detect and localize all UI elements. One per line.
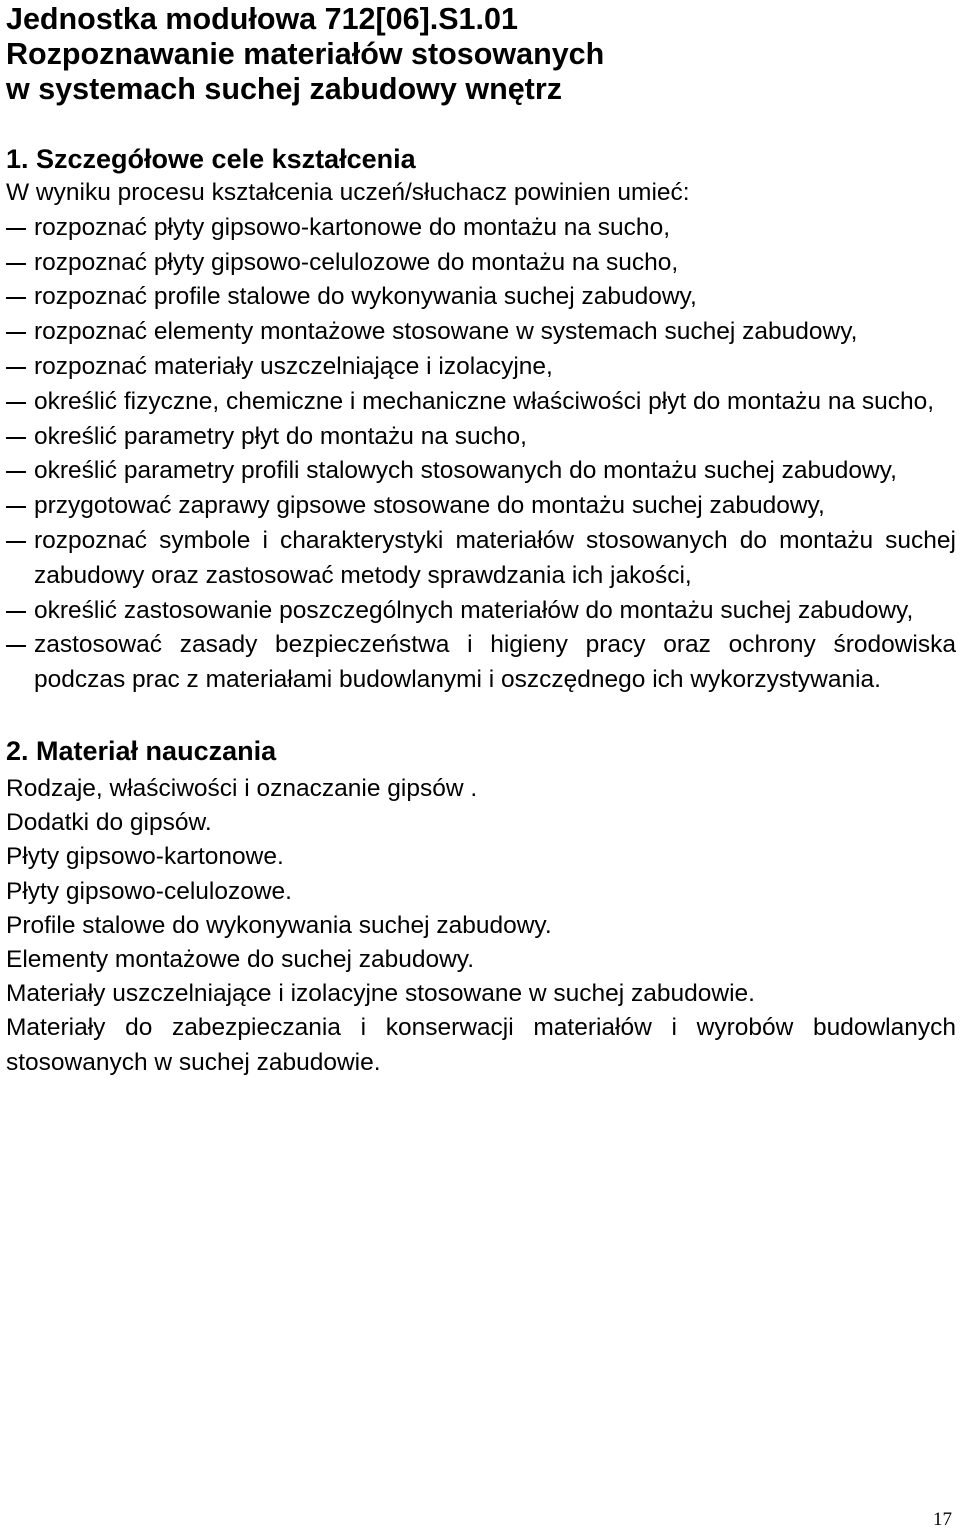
document-page — [6, 0, 956, 1080]
dash-bullet-icon — [6, 645, 26, 647]
objective-item — [6, 524, 956, 594]
unit-title-line: Rozpoznawanie materiałów stosowanych — [6, 37, 605, 71]
objective-item — [6, 211, 956, 246]
objective-text: rozpoznać elementy montażowe stosowane w systemach suchej zabudowy, — [34, 318, 858, 346]
objective-item — [6, 350, 956, 385]
dash-bullet-icon — [6, 506, 26, 508]
objective-item — [6, 420, 956, 455]
teaching-material-item: Rodzaje, właściwości i oznaczanie gipsów . — [6, 774, 478, 802]
objective-text: określić parametry profili stalowych stosowanych do montażu suchej zabudowy, — [34, 457, 897, 485]
objective-text: rozpoznać płyty gipsowo-kartonowe do montażu na sucho, — [34, 213, 670, 241]
objective-item — [6, 594, 956, 629]
dash-bullet-icon — [6, 611, 26, 613]
dash-bullet-icon — [6, 402, 26, 404]
dash-bullet-icon — [6, 263, 26, 265]
teaching-material-list — [6, 772, 956, 1080]
objective-text: zastosować zasady bezpieczeństwa i higieny pracy oraz ochrony środowiska podczas prac z materiałami budowlanymi i oszczędnego ich wykorzystywania. — [34, 631, 956, 694]
objective-text: rozpoznać symbole i charakterystyki materiałów stosowanych do montażu suchej zabudowy oraz zastosować metody sprawdzania ich jakości, — [34, 526, 956, 589]
dash-bullet-icon — [6, 541, 26, 543]
objective-item — [6, 385, 956, 420]
objective-text: rozpoznać profile stalowe do wykonywania suchej zabudowy, — [34, 283, 697, 311]
section-heading-objectives: 1. Szczegółowe cele kształcenia — [6, 144, 416, 174]
objective-item — [6, 246, 956, 281]
teaching-material-item: Materiały uszczelniające i izolacyjne stosowane w suchej zabudowie. — [6, 980, 755, 1008]
objective-text: określić parametry płyt do montażu na sucho, — [34, 422, 527, 450]
teaching-material-item: Elementy montażowe do suchej zabudowy. — [6, 945, 475, 973]
objective-item — [6, 489, 956, 524]
dash-bullet-icon — [6, 471, 26, 473]
dash-bullet-icon — [6, 437, 26, 439]
dash-bullet-icon — [6, 367, 26, 369]
teaching-material-item: Materiały do zabezpieczania i konserwacji materiałów i wyrobów budowlanych stosowanych w suchej zabudowie. — [6, 1014, 956, 1076]
unit-title-line: w systemach suchej zabudowy wnętrz — [6, 72, 562, 106]
objective-item — [6, 628, 956, 698]
dash-bullet-icon — [6, 332, 26, 334]
objective-item — [6, 315, 956, 350]
objective-item — [6, 454, 956, 489]
objective-item — [6, 280, 956, 315]
dash-bullet-icon — [6, 228, 26, 230]
objective-text: rozpoznać płyty gipsowo-celulozowe do montażu na sucho, — [34, 248, 679, 276]
objective-text: określić fizyczne, chemiczne i mechaniczne właściwości płyt do montażu na sucho, — [34, 387, 935, 415]
page-number: 17 — [933, 1509, 952, 1530]
objective-text: przygotować zaprawy gipsowe stosowane do montażu suchej zabudowy, — [34, 492, 825, 520]
teaching-material-item: Profile stalowe do wykonywania suchej zabudowy. — [6, 911, 552, 939]
objective-text: rozpoznać materiały uszczelniające i izolacyjne, — [34, 352, 553, 380]
objectives-intro: W wyniku procesu kształcenia uczeń/słuchacz powinien umieć: — [6, 179, 690, 206]
teaching-material-item: Dodatki do gipsów. — [6, 809, 212, 837]
unit-title-line: Jednostka modułowa 712[06].S1.01 — [6, 2, 518, 36]
teaching-material-item: Płyty gipsowo-kartonowe. — [6, 843, 284, 871]
teaching-material-item: Płyty gipsowo-celulozowe. — [6, 877, 292, 905]
objective-text: określić zastosowanie poszczególnych materiałów do montażu suchej zabudowy, — [34, 596, 914, 624]
objectives-list — [6, 211, 956, 698]
dash-bullet-icon — [6, 297, 26, 299]
unit-title — [6, 0, 956, 107]
section-heading-teaching-material: 2. Materiał nauczania — [6, 735, 277, 766]
